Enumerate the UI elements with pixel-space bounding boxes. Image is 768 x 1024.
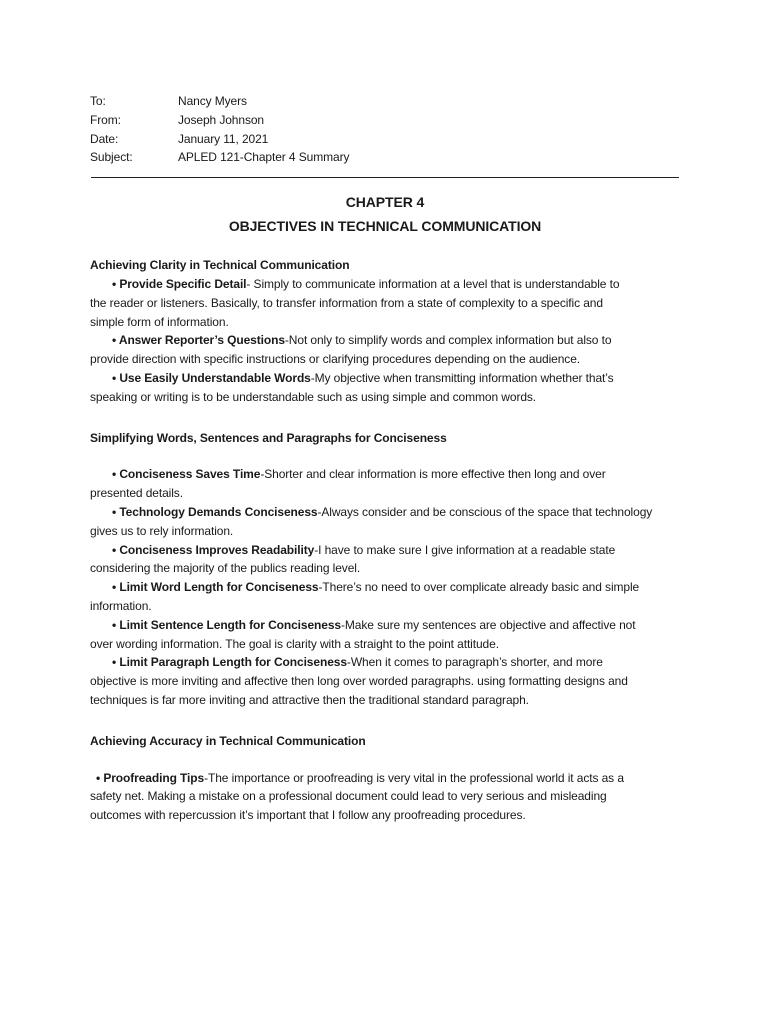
item-text: -The importance or proofreading is very vital in the professional world it acts as a: [204, 770, 624, 785]
item-text: -There’s no need to over complicate already basic and simple: [318, 580, 640, 595]
item-text: provide direction with specific instructions or clarifying procedures depending on the audience.: [90, 352, 581, 367]
list-item: [90, 465, 680, 503]
list-item: [90, 275, 680, 331]
item-text: techniques is far more inviting and attractive then the traditional standard paragraph.: [90, 692, 529, 707]
item-term: • Technology Demands Conciseness: [112, 504, 318, 519]
section-accuracy: [90, 732, 680, 825]
item-text: presented details.: [90, 486, 183, 501]
memo-from-row: [90, 111, 680, 130]
item-term: • Conciseness Improves Readability: [112, 542, 315, 557]
memo-from-label: From:: [90, 112, 121, 127]
list-item: [90, 769, 680, 825]
item-text: information.: [90, 598, 152, 613]
item-term: • Proofreading Tips: [96, 770, 205, 785]
item-term: • Limit Paragraph Length for Conciseness: [112, 655, 347, 670]
item-text: safety net. Making a mistake on a professional document could lead to very serious and misleading: [90, 789, 607, 804]
item-text: -Not only to simplify words and complex information but also to: [284, 333, 612, 348]
item-text: - Simply to communicate information at a level that is understandable to: [246, 276, 620, 291]
memo-subject-value: APLED 121-Chapter 4 Summary: [178, 150, 350, 165]
item-text: over wording information. The goal is clarity with a straight to the point attitude.: [90, 636, 499, 651]
section-clarity: [90, 256, 680, 406]
item-text: simple form of information.: [90, 314, 229, 329]
item-term: • Limit Sentence Length for Conciseness: [112, 617, 342, 632]
item-text: speaking or writing is to be understandable such as using simple and common words.: [90, 389, 537, 404]
item-text: gives us to rely information.: [90, 523, 234, 538]
memo-date-label: Date:: [90, 131, 119, 146]
list-item: [90, 616, 680, 654]
item-text: -When it comes to paragraph’s shorter, and more: [346, 655, 603, 670]
item-term: • Limit Word Length for Conciseness: [112, 580, 319, 595]
memo-to-label: To:: [90, 94, 106, 108]
section-conciseness: [90, 429, 680, 710]
list-item: [90, 541, 680, 579]
item-text: outcomes with repercussion it’s important that I follow any proofreading procedures.: [90, 808, 526, 823]
memo-document: [90, 92, 680, 825]
list-item: [90, 331, 680, 369]
chapter-subtitle: OBJECTIVES IN TECHNICAL COMMUNICATION: [228, 218, 542, 235]
item-text: -Make sure my sentences are objective and affective not: [341, 617, 636, 632]
memo-subject-row: [90, 148, 680, 167]
list-item: [90, 369, 680, 407]
list-item: [90, 653, 680, 709]
list-item: [90, 503, 680, 541]
item-text: objective is more inviting and affective then long over worded paragraphs. using formatting designs and: [90, 674, 628, 689]
memo-header: [90, 92, 680, 167]
section-heading: Simplifying Words, Sentences and Paragraphs for Conciseness: [90, 430, 447, 445]
item-text: -Shorter and clear information is more effective then long and over: [260, 467, 606, 482]
item-text: the reader or listeners. Basically, to transfer information from a state of complexity to a specific and: [90, 295, 603, 310]
chapter-title: CHAPTER 4: [345, 194, 425, 211]
item-text: -Always consider and be conscious of the space that technology: [317, 504, 653, 519]
section-heading: Achieving Accuracy in Technical Communication: [90, 733, 366, 748]
memo-date-row: [90, 130, 680, 149]
section-heading: Achieving Clarity in Technical Communication: [90, 258, 350, 273]
item-term: • Use Easily Understandable Words: [112, 370, 311, 385]
memo-from-value: Joseph Johnson: [178, 112, 264, 127]
memo-date-value: January 11, 2021: [178, 131, 269, 146]
memo-to-value: Nancy Myers: [178, 94, 247, 108]
item-text: -My objective when transmitting information whether that’s: [310, 370, 614, 385]
list-item: [90, 578, 680, 616]
item-term: • Conciseness Saves Time: [112, 467, 261, 482]
item-term: • Provide Specific Detail: [112, 276, 247, 291]
memo-to-row: [90, 92, 680, 111]
item-term: • Answer Reporter’s Questions: [112, 333, 285, 348]
header-divider: [91, 177, 679, 178]
memo-subject-label: Subject:: [90, 150, 133, 165]
item-text: considering the majority of the publics reading level.: [90, 561, 361, 576]
item-text: -I have to make sure I give information at a readable state: [314, 542, 616, 557]
